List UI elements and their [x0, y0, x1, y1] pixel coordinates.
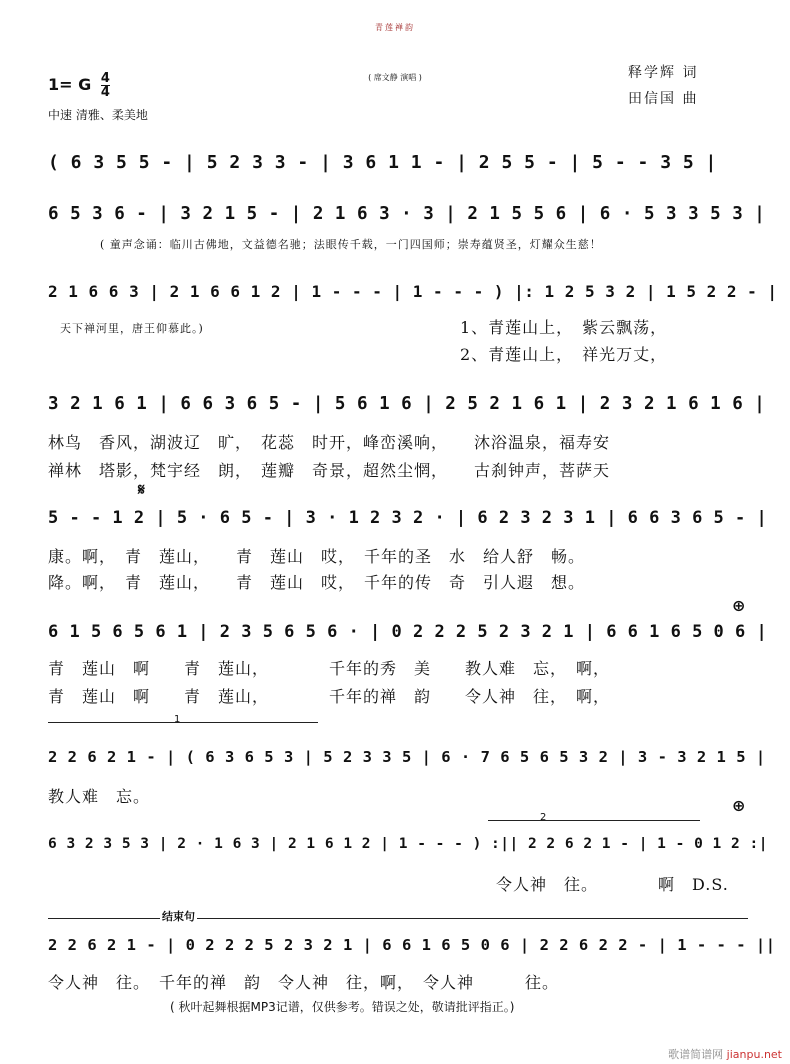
time-bottom: 4: [100, 85, 110, 100]
notation-row-6: 6 1 5 6 5 6 1 | 2 3 5 6 5 6 · | 0 2 2 2 5 2 3 2 1 | 6 6 1 6 5 0 6 |: [48, 622, 768, 642]
volta-1-bracket: [48, 722, 318, 723]
coda-sign-2: ⊕: [732, 796, 746, 815]
volta-1-number: 1: [174, 714, 181, 725]
notation-row-9: 2 2 6 2 1 - | 0 2 2 2 5 2 3 2 1 | 6 6 1 6 5 0 6 | 2 2 6 2 2 - | 1 - - - ||: [48, 936, 776, 954]
coda-sign-1: ⊕: [732, 596, 746, 615]
lyric-row-4-verse-2: 禅林 塔影，梵宇经 朗， 莲瓣 奇景，超然尘惘， 古刹钟声，菩萨天: [48, 461, 611, 480]
notation-row-8: 6 3 2 3 5 3 | 2 · 1 6 3 | 2 1 6 1 2 | 1 - - - ) :|| 2 2 6 2 1 - | 1 - 0 1 2 :|: [48, 836, 768, 852]
lyric-row-7: 教人难 忘。: [48, 787, 151, 806]
key-label: 1= G: [48, 75, 92, 94]
notation-row-3: 2 1 6 6 3 | 2 1 6 6 1 2 | 1 - - - | 1 - - - ) |: 1 2 5 3 2 | 1 5 2 2 - |: [48, 282, 778, 301]
time-top: 4: [100, 71, 110, 86]
notation-row-5: 5 - - 1 2 | 5 · 6 5 - | 3 · 1 2 3 2 · | 6 2 3 2 3 1 | 6 6 3 6 5 - |: [48, 508, 768, 528]
notation-row-7: 2 2 6 2 1 - | ( 6 3 6 5 3 | 5 2 3 3 5 | 6 · 7 6 5 6 5 3 2 | 3 - 3 2 1 5 |: [48, 748, 766, 766]
volta-2-bracket: [488, 820, 700, 821]
lyric-row-5-verse-2: 降。啊， 青 莲山， 青 莲山 哎， 千年的传 奇 引人遐 想。: [48, 573, 586, 592]
narration-line-2: 天下禅河里，唐王仰慕此。): [60, 322, 204, 335]
lyricist-credit: 释学辉 词: [628, 65, 699, 81]
watermark-domain: jianpu.net: [726, 1048, 782, 1061]
lyric-row-5-verse-1: 康。啊， 青 莲山， 青 莲山 哎， 千年的圣 水 给人舒 畅。: [48, 547, 586, 566]
lyric-row-6-verse-2: 青 莲山 啊 青 莲山， 千年的禅 韵 令人神 往， 啊，: [48, 687, 611, 706]
narration-line-1: ( 童声念诵：临川古佛地，文益德名驰；法眼传千载，一门四国师；崇寿蕴贤圣，灯耀众生慈！: [100, 238, 602, 251]
ending-bracket: [48, 918, 748, 919]
notation-row-2: 6 5 3 6 - | 3 2 1 5 - | 2 1 6 3 · 3 | 2 1 5 5 6 | 6 · 5 3 3 5 3 |: [48, 204, 766, 224]
volta-2-number: 2: [540, 812, 547, 823]
watermark-site: 歌谱简谱网: [668, 1048, 724, 1061]
time-signature: [101, 72, 110, 99]
lyric-row-8: 令人神 往。 啊 D.S.: [496, 875, 729, 894]
notation-row-4: 3 2 1 6 1 | 6 6 3 6 5 - | 5 6 1 6 | 2 5 2 1 6 1 | 2 3 2 1 6 1 6 |: [48, 394, 766, 414]
notation-row-1: ( 6 3 5 5 - | 5 2 3 3 - | 3 6 1 1 - | 2 5 5 - | 5 - - 3 5 |: [48, 152, 717, 173]
watermark: [668, 1046, 782, 1062]
lyric-intro-verse-2: 2、青莲山上， 祥光万丈，: [460, 345, 668, 364]
lyric-row-6-verse-1: 青 莲山 啊 青 莲山， 千年的秀 美 教人难 忘， 啊，: [48, 659, 611, 678]
tempo-marking: 中速 清雅、柔美地: [48, 108, 148, 122]
song-title: 青莲禅韵: [375, 23, 415, 32]
ending-label: 结束句: [162, 910, 195, 923]
composer-credit: 田信国 曲: [628, 91, 699, 107]
key-signature: [48, 72, 110, 99]
lyric-row-4-verse-1: 林鸟 香风，湖波辽 旷， 花蕊 时开，峰峦溪响， 沐浴温泉，福寿安: [48, 433, 611, 452]
singer-credit: ( 席文静 演唱 ): [368, 73, 422, 82]
segno-sign: 𝄋: [138, 480, 145, 499]
lyric-intro-verse-1: 1、青莲山上， 紫云飘荡，: [460, 318, 668, 337]
lyric-row-9: 令人神 往。 千年的禅 韵 令人神 往，啊， 令人神 往。: [48, 973, 560, 992]
footnote: ( 秋叶起舞根据MP3记谱，仅供参考。错误之处，敬请批评指正。): [170, 1000, 515, 1014]
